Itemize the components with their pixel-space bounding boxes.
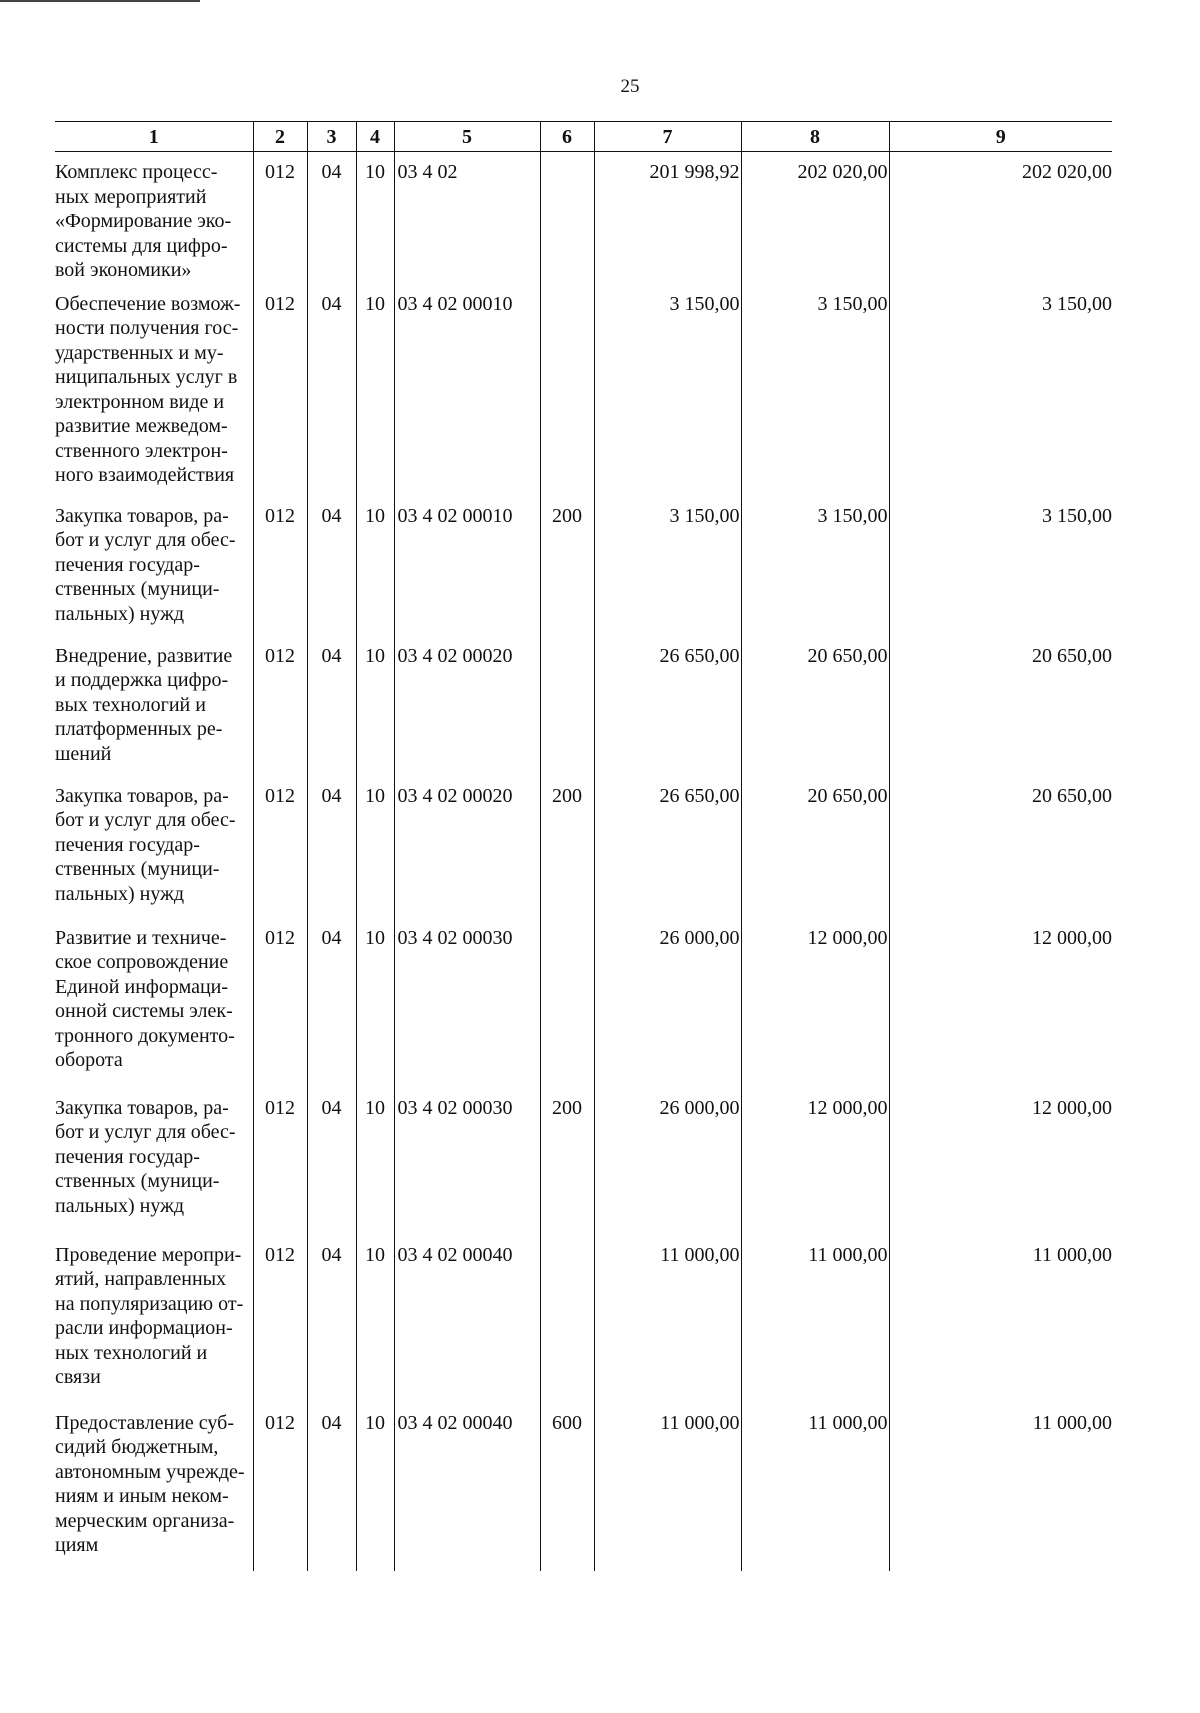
pr-code-cell: 10 [356,152,394,284]
row-name: Закупка товаров, ра- бот и услуг для обес- печения государ- ственных (муници- пальных) нужд [55,1096,236,1217]
page-number: 25 [620,76,640,97]
gr-code-cell: 012 [253,776,307,918]
table-row [55,1088,1112,1235]
table-row [55,1235,1112,1403]
rz-code-cell: 04 [307,636,356,776]
amount-cell-year1: 26 650,00 [594,636,741,776]
table-row [55,1403,1112,1571]
csr-code-cell: 03 4 02 00010 [394,496,540,636]
amount-cell-year1: 11 000,00 [594,1403,741,1571]
amount-cell-year1: 26 000,00 [594,918,741,1088]
vr-code-cell: 600 [540,1403,594,1571]
column-header: 5 [394,122,540,152]
amount-cell-year3: 11 000,00 [889,1403,1112,1571]
table-row [55,776,1112,918]
rz-code-cell: 04 [307,918,356,1088]
vr-code-cell [540,918,594,1088]
amount-cell-year3: 3 150,00 [889,496,1112,636]
csr-code-cell: 03 4 02 [394,152,540,284]
row-name: Обеспечение возмож- ности получения гос- ударственных и му- ниципальных услуг в электронном виде и развитие межведом- ственного электрон- ного взаимодействия [55,292,241,486]
amount-cell-year2: 20 650,00 [741,636,889,776]
row-name-cell [55,284,253,496]
table-row [55,152,1112,284]
csr-code-cell: 03 4 02 00040 [394,1235,540,1403]
column-header: 3 [307,122,356,152]
amount-cell-year2: 20 650,00 [741,776,889,918]
amount-cell-year1: 3 150,00 [594,496,741,636]
rz-code-cell: 04 [307,496,356,636]
row-name: Внедрение, развитие и поддержка цифро- вых технологий и платформенных ре- шений [55,644,233,765]
amount-cell-year3: 20 650,00 [889,776,1112,918]
budget-table [55,121,1112,1571]
amount-cell-year1: 11 000,00 [594,1235,741,1403]
column-header: 4 [356,122,394,152]
row-name: Закупка товаров, ра- бот и услуг для обес- печения государ- ственных (муници- пальных) нужд [55,784,236,905]
column-header: 9 [889,122,1112,152]
vr-code-cell [540,636,594,776]
table-row [55,496,1112,636]
pr-code-cell: 10 [356,1403,394,1571]
column-header: 6 [540,122,594,152]
gr-code-cell: 012 [253,1235,307,1403]
vr-code-cell [540,1235,594,1403]
pr-code-cell: 10 [356,1088,394,1235]
gr-code-cell: 012 [253,1403,307,1571]
amount-cell-year2: 202 020,00 [741,152,889,284]
rz-code-cell: 04 [307,1403,356,1571]
vr-code-cell: 200 [540,1088,594,1235]
rz-code-cell: 04 [307,152,356,284]
amount-cell-year2: 3 150,00 [741,496,889,636]
gr-code-cell: 012 [253,1088,307,1235]
vr-code-cell [540,152,594,284]
table-row [55,284,1112,496]
amount-cell-year2: 12 000,00 [741,918,889,1088]
row-name-cell [55,496,253,636]
amount-cell-year2: 3 150,00 [741,284,889,496]
pr-code-cell: 10 [356,918,394,1088]
row-name: Предоставление суб- сидий бюджетным, автономным учрежде- ниям и иным неком- мерческим организа- циям [55,1411,245,1556]
pr-code-cell: 10 [356,496,394,636]
row-name: Развитие и техниче- ское сопровождение Единой информаци- онной системы элек- тронного документо- оборота [55,926,235,1071]
table-row [55,918,1112,1088]
pr-code-cell: 10 [356,1235,394,1403]
csr-code-cell: 03 4 02 00010 [394,284,540,496]
amount-cell-year3: 3 150,00 [889,284,1112,496]
rz-code-cell: 04 [307,776,356,918]
vr-code-cell: 200 [540,496,594,636]
amount-cell-year3: 202 020,00 [889,152,1112,284]
pr-code-cell: 10 [356,636,394,776]
row-name: Комплекс процесс- ных мероприятий «Формирование эко- системы для цифро- вой экономики» [55,161,232,281]
row-name-cell [55,152,253,284]
row-name-cell [55,1088,253,1235]
gr-code-cell: 012 [253,636,307,776]
amount-cell-year3: 12 000,00 [889,918,1112,1088]
amount-cell-year1: 201 998,92 [594,152,741,284]
csr-code-cell: 03 4 02 00030 [394,1088,540,1235]
row-name-cell [55,1403,253,1571]
csr-code-cell: 03 4 02 00030 [394,918,540,1088]
row-name-cell [55,776,253,918]
gr-code-cell: 012 [253,152,307,284]
scan-edge-line [0,0,200,2]
amount-cell-year3: 12 000,00 [889,1088,1112,1235]
table-row [55,636,1112,776]
csr-code-cell: 03 4 02 00020 [394,636,540,776]
amount-cell-year1: 3 150,00 [594,284,741,496]
amount-cell-year3: 11 000,00 [889,1235,1112,1403]
amount-cell-year2: 12 000,00 [741,1088,889,1235]
pr-code-cell: 10 [356,776,394,918]
vr-code-cell: 200 [540,776,594,918]
amount-cell-year1: 26 650,00 [594,776,741,918]
row-name: Закупка товаров, ра- бот и услуг для обес- печения государ- ственных (муници- пальных) нужд [55,504,236,625]
rz-code-cell: 04 [307,284,356,496]
column-header: 1 [55,122,253,152]
vr-code-cell [540,284,594,496]
row-name-cell [55,1235,253,1403]
row-name-cell [55,636,253,776]
pr-code-cell: 10 [356,284,394,496]
amount-cell-year2: 11 000,00 [741,1235,889,1403]
csr-code-cell: 03 4 02 00020 [394,776,540,918]
table-header-row [55,122,1112,152]
column-header: 7 [594,122,741,152]
gr-code-cell: 012 [253,918,307,1088]
csr-code-cell: 03 4 02 00040 [394,1403,540,1571]
gr-code-cell: 012 [253,284,307,496]
gr-code-cell: 012 [253,496,307,636]
amount-cell-year3: 20 650,00 [889,636,1112,776]
rz-code-cell: 04 [307,1235,356,1403]
amount-cell-year1: 26 000,00 [594,1088,741,1235]
row-name: Проведение меропри- ятий, направленных на популяризацию от- расли информацион- ных технологий и связи [55,1243,244,1388]
column-header: 2 [253,122,307,152]
row-name-cell [55,918,253,1088]
amount-cell-year2: 11 000,00 [741,1403,889,1571]
rz-code-cell: 04 [307,1088,356,1235]
column-header: 8 [741,122,889,152]
